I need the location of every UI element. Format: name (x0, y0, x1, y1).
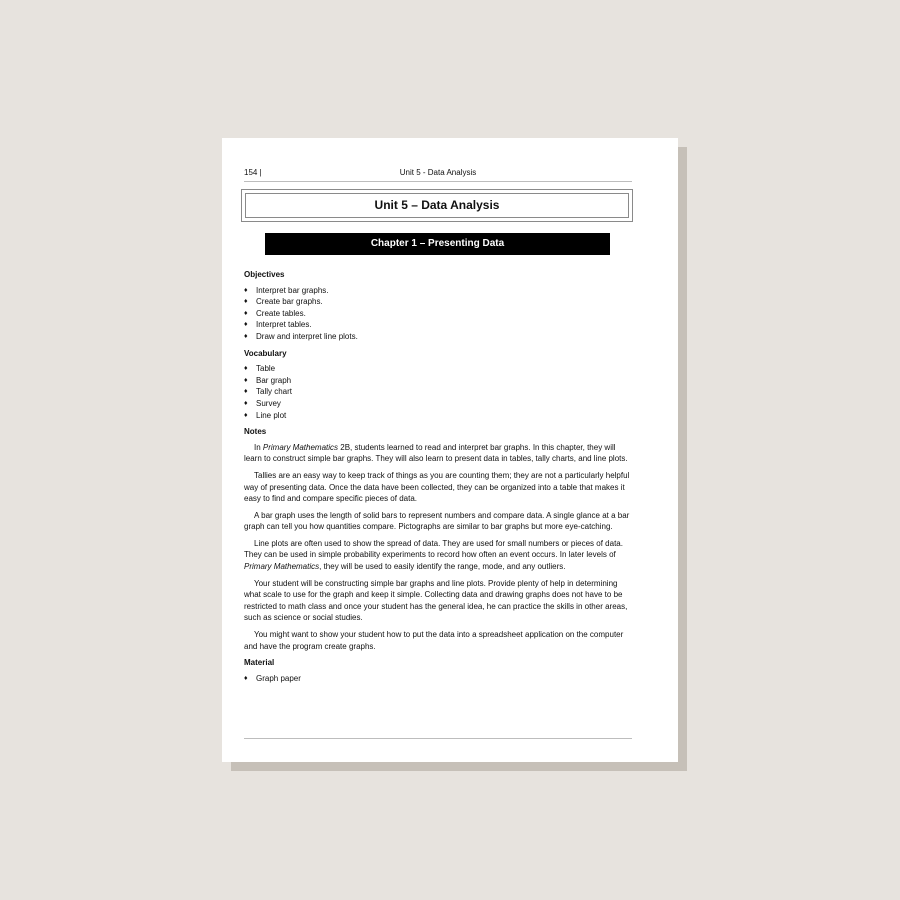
list-item (244, 386, 632, 398)
notes-paragraph-6: You might want to show your student how to put the data into a spreadsheet application on the computer and have the program create graphs. (244, 630, 624, 651)
unit-title-box (241, 189, 633, 222)
material-list (244, 673, 632, 685)
text-run: Line plots are often used to show the spread of data. They are used for small numbers or pieces of data. They can be used in simple probability experiments to record how often an event occurs. In later levels of (244, 538, 623, 560)
list-item (244, 398, 632, 410)
notes-paragraph-1 (244, 442, 632, 465)
text-run: 2B, students learned to read and interpret bar graphs. In this chapter, they will learn to construct simple bar graphs. They will also learn to present data in tables, tally charts, and line plots. (244, 442, 628, 464)
book-title: Primary Mathematics (262, 442, 339, 452)
vocabulary-heading: Vocabulary (244, 348, 287, 358)
diamond-bullet-icon: ♦ (244, 298, 248, 306)
diamond-bullet-icon: ♦ (244, 399, 248, 407)
list-item (244, 673, 632, 685)
header-rule (244, 181, 632, 182)
diamond-bullet-icon: ♦ (244, 376, 248, 384)
running-title: Unit 5 - Data Analysis (399, 168, 477, 177)
material-heading: Material (244, 658, 275, 668)
list-item (244, 363, 632, 375)
list-item (244, 296, 632, 308)
list-item-text: Graph paper (256, 673, 301, 683)
notes-paragraph-2: Tallies are an easy way to keep track of things as you are counting them; they are not a particularly helpful way of presenting data. Once the data have been collected, they can be organized into a table that makes it easy to find and compare specific pieces of data. (244, 470, 630, 504)
list-item (244, 410, 632, 422)
diamond-bullet-icon: ♦ (244, 365, 248, 373)
chapter-title: Chapter 1 – Presenting Data (265, 233, 610, 255)
list-item (244, 331, 632, 343)
list-item-text: Interpret bar graphs. (256, 285, 329, 295)
list-item (244, 319, 632, 331)
list-item-text: Create tables. (256, 308, 306, 318)
vocabulary-list (244, 363, 632, 421)
list-item (244, 375, 632, 387)
book-title: Primary Mathematics (244, 562, 320, 572)
diamond-bullet-icon: ♦ (244, 388, 248, 396)
unit-title: Unit 5 – Data Analysis (245, 193, 629, 218)
notes-paragraph-3: A bar graph uses the length of solid bars to represent numbers and compare data. A single glance at a bar graph can tell you how quantities compare. Pictographs are similar to bar graphs but more eye-catching. (244, 510, 630, 532)
objectives-list (244, 285, 632, 343)
page-header (244, 167, 632, 179)
diamond-bullet-icon: ♦ (244, 309, 248, 317)
objectives-heading: Objectives (244, 270, 285, 279)
list-item-text: Line plot (256, 410, 287, 420)
list-item (244, 308, 632, 320)
notes-paragraph-5: Your student will be constructing simple bar graphs and line plots. Provide plenty of help in determining what scale to use for the graph and keep it simple. Collecting data and drawing graphs does not have to be restricted to math class and once your student has the general idea, he can practice the skills in other areas, such as science or social studies. (244, 578, 628, 623)
list-item-text: Create bar graphs. (256, 297, 323, 307)
list-item-text: Tally chart (256, 387, 293, 397)
notes-paragraph-4 (244, 538, 632, 573)
notes-heading: Notes (244, 427, 267, 437)
list-item-text: Draw and interpret line plots. (256, 331, 358, 341)
footer-rule (244, 738, 632, 739)
diamond-bullet-icon: ♦ (244, 332, 248, 340)
diamond-bullet-icon: ♦ (244, 674, 248, 682)
list-item-text: Survey (256, 398, 281, 408)
text-run: In (254, 442, 263, 452)
list-item-text: Interpret tables. (256, 320, 312, 330)
list-item (244, 285, 632, 297)
diamond-bullet-icon: ♦ (244, 321, 248, 329)
diamond-bullet-icon: ♦ (244, 411, 248, 419)
list-item-text: Bar graph (256, 375, 292, 385)
page-number: 154 | (244, 168, 262, 177)
document-page (222, 138, 678, 762)
page-content (244, 269, 632, 689)
diamond-bullet-icon: ♦ (244, 286, 248, 294)
list-item-text: Table (256, 364, 276, 374)
text-run: , they will be used to easily identify the range, mode, and any outliers. (319, 562, 566, 572)
